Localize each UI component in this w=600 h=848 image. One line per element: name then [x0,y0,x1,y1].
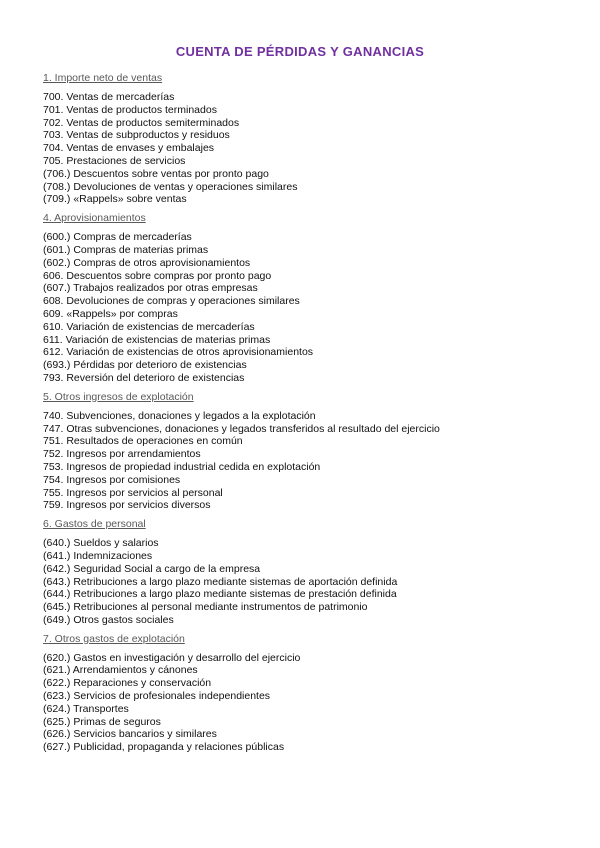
account-item: 700. Ventas de mercaderías [43,91,175,103]
account-item: 754. Ingresos por comisiones [43,473,181,486]
account-list [43,537,573,627]
account-item: (621.) Arrendamientos y cánones [43,664,198,677]
account-item: (693.) Pérdidas por deterioro de existencias [43,359,247,372]
account-item: (643.) Retribuciones a largo plazo mediante sistemas de aportación definida [43,575,398,588]
account-item: (644.) Retribuciones a largo plazo mediante sistemas de prestación definida [43,588,397,601]
account-item: (626.) Servicios bancarios y similares [43,728,217,741]
account-list [43,652,573,754]
account-item: 704. Ventas de envases y embalajes [43,142,215,155]
account-item: (622.) Reparaciones y conservación [43,677,212,690]
account-item: 701. Ventas de productos terminados [43,103,217,116]
account-item: 611. Variación de existencias de materias primas [43,333,271,346]
account-item: (625.) Primas de seguros [43,715,161,728]
section-heading: 4. Aprovisionamientos [43,212,146,225]
account-item: (607.) Trabajos realizados por otras empresas [43,282,258,295]
account-item: 609. «Rappels» por compras [43,307,178,320]
account-list [43,231,573,385]
section-heading: 1. Importe neto de ventas [43,72,163,84]
account-item: 612. Variación de existencias de otros aprovisionamientos [43,346,314,359]
account-item: (642.) Seguridad Social a cargo de la empresa [43,562,261,575]
account-item: (601.) Compras de materias primas [43,243,209,256]
account-item: (624.) Transportes [43,702,129,715]
account-item: (709.) «Rappels» sobre ventas [43,193,187,206]
account-item: (623.) Servicios de profesionales independientes [43,690,271,703]
account-item: (645.) Retribuciones al personal mediante instrumentos de patrimonio [43,601,368,614]
section-heading: 6. Gastos de personal [43,518,146,531]
account-item: 752. Ingresos por arrendamientos [43,448,201,461]
account-item: 703. Ventas de subproductos y residuos [43,129,230,142]
account-item: 606. Descuentos sobre compras por pronto pago [43,269,272,282]
section-aprovisionamientos [43,212,573,385]
account-item: 753. Ingresos de propiedad industrial cedida en explotación [43,460,321,473]
account-item: 751. Resultados de operaciones en común [43,435,243,448]
account-list [43,410,573,512]
section-importe-neto-ventas [43,72,573,206]
page-title: CUENTA DE PÉRDIDAS Y GANANCIAS [175,44,425,59]
account-item: 610. Variación de existencias de mercaderías [43,320,255,333]
section-heading: 5. Otros ingresos de explotación [43,390,194,403]
account-item: (627.) Publicidad, propaganda y relaciones públicas [43,741,285,754]
account-item: (602.) Compras de otros aprovisionamientos [43,256,251,269]
account-item: 702. Ventas de productos semiterminados [43,116,240,129]
section-gastos-personal [43,518,573,627]
account-item: (620.) Gastos en investigación y desarrollo del ejercicio [43,651,301,664]
account-item: 747. Otras subvenciones, donaciones y legados transferidos al resultado del ejercicio [43,422,440,435]
account-item: 608. Devoluciones de compras y operaciones similares [43,295,300,308]
account-item: (706.) Descuentos sobre ventas por pronto pago [43,167,269,180]
account-item: 755. Ingresos por servicios al personal [43,486,223,499]
account-item: 705. Prestaciones de servicios [43,154,186,167]
account-sections [43,72,573,760]
section-otros-ingresos-explotacion [43,391,573,512]
section-otros-gastos-explotacion [43,633,573,754]
account-list [43,91,573,206]
account-item: 793. Reversión del deterioro de existencias [43,371,245,384]
section-heading: 7. Otros gastos de explotación [43,632,185,645]
account-item: (600.) Compras de mercaderías [43,231,192,244]
account-item: (640.) Sueldos y salarios [43,537,159,550]
account-item: (641.) Indemnizaciones [43,549,153,562]
account-item: 740. Subvenciones, donaciones y legados a la explotación [43,409,316,422]
account-item: (708.) Devoluciones de ventas y operaciones similares [43,180,298,193]
account-item: (649.) Otros gastos sociales [43,613,174,626]
account-item: 759. Ingresos por servicios diversos [43,499,211,512]
